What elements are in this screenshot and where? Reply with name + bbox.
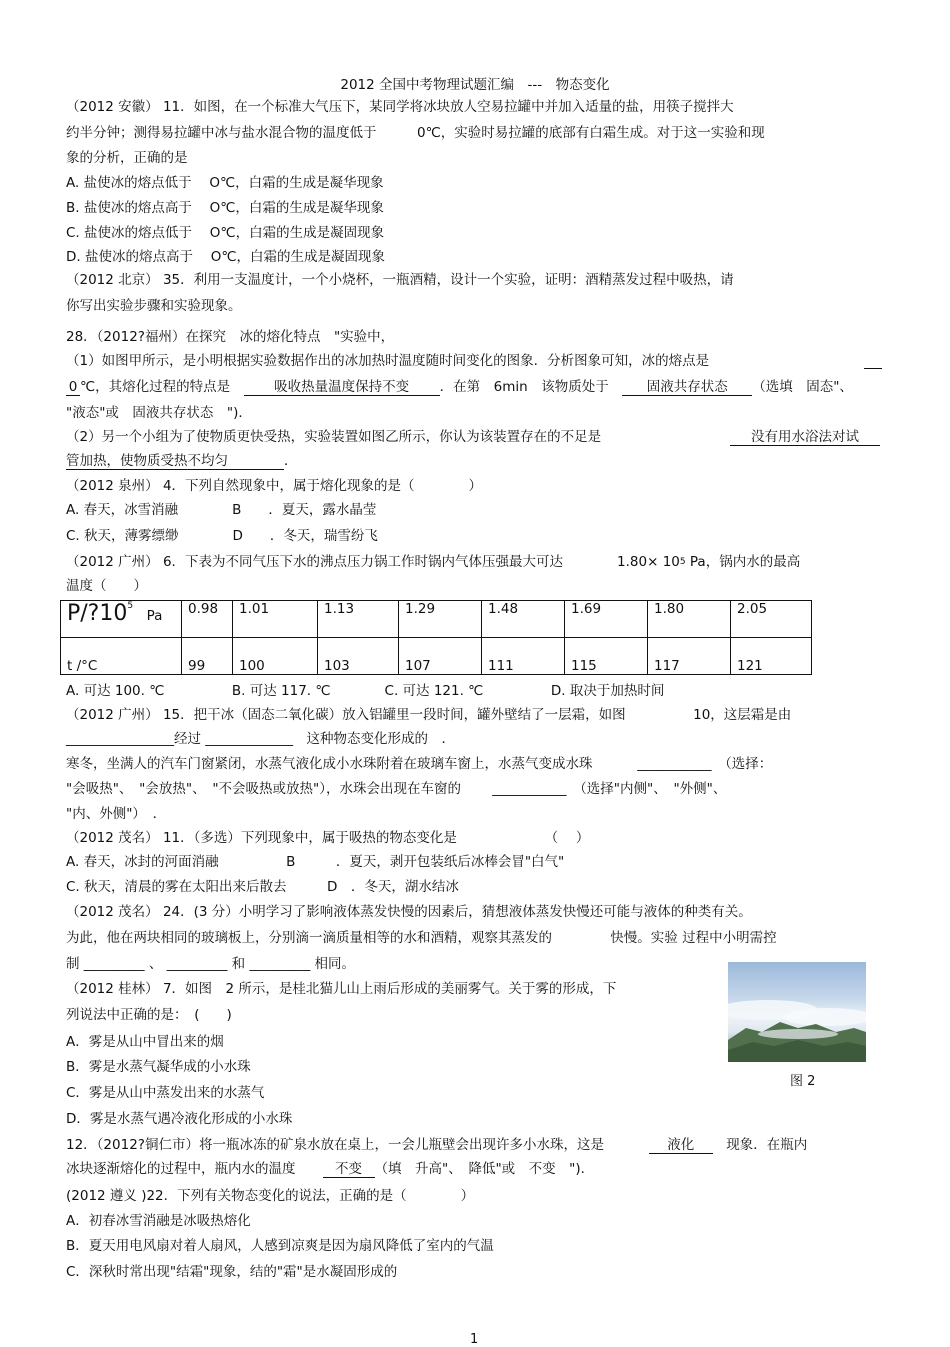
cell-t: 99: [182, 638, 233, 675]
q9-stem: （2012 桂林） 7．如图 2 所示，是桂北猫儿山上雨后形成的美丽雾气。关于雾的形成，下: [66, 981, 617, 997]
page-title: 2012 全国中考物理试题汇编 --- 物态变化: [340, 77, 610, 93]
cell-t: 103: [318, 638, 399, 675]
blank-line: [864, 368, 882, 369]
text: P/?: [67, 601, 100, 626]
text: （填 升高"、 降低"或 不变 ")．: [374, 1161, 595, 1177]
q3-part2: （2）另一个小组为了使物质更快受热，实验装置如图乙所示，你认为该装置存在的不足是: [66, 429, 602, 445]
q11-stem: (2012 遵义 )22．下列有关物态变化的说法，正确的是（ ）: [66, 1188, 475, 1204]
q6-stem: "会吸热"、 "会放热"、 "不会吸热或放热"），水珠会出现在车窗的 ___________ （选择"内侧"、 "外侧"、: [66, 781, 727, 797]
text: ℃，其熔化过程的特点是: [80, 379, 244, 395]
answer-liquefaction: 液化: [649, 1137, 713, 1154]
q9-option-b: B．雾是水蒸气凝华成的小水珠: [66, 1059, 251, 1075]
cell-t: 107: [399, 638, 482, 675]
text: Pa，锅内水的最高: [685, 554, 801, 570]
q9-option-a: A．雾是从山中冒出来的烟: [66, 1034, 224, 1050]
q5-stem: [66, 553, 800, 571]
q4-options-cd: C. 秋天，薄雾缥缈 D ．冬天，瑞雪纷飞: [66, 528, 378, 544]
q3-answer-defect-2: [66, 452, 298, 470]
cell-p: 1.29: [399, 601, 482, 638]
q7-stem: （2012 茂名） 11．（多选）下列现象中，属于吸热的物态变化是 （ ）: [66, 830, 590, 846]
cell-p: 1.48: [482, 601, 565, 638]
q6-stem: ________________经过 _____________ 这种物态变化形成的 ．: [66, 731, 456, 747]
q8-stem: 制 _________ 、 _________ 和 _________ 相同。: [66, 956, 355, 972]
q3-options: "液态"或 固液共存状态 ")．: [66, 405, 252, 421]
q4-options-ab: A. 春天，冰雪消融 B ．夏天，露水晶莹: [66, 502, 377, 518]
q2-stem: 你写出实验步骤和实验现象。: [66, 298, 242, 314]
q5-stem: 温度（ ）: [66, 578, 147, 594]
q3-answer-defect: [730, 428, 880, 446]
cell-p: 1.13: [318, 601, 399, 638]
text: ．: [284, 453, 298, 469]
q3-stem: 28．（2012?福州）在探究 冰的熔化特点 "实验中，: [66, 329, 395, 345]
q1-option-d: D. 盐使冰的熔点高于 O℃，白霜的生成是凝固现象: [66, 249, 386, 265]
answer-text: 没有用水浴法对试: [730, 429, 880, 446]
q1-stem: （2012 安徽） 11．如图，在一个标准大气压下，某同学将冰块放人空易拉罐中并加入适量的盐，用筷子搅拌大: [66, 99, 734, 115]
q3-part1: （1）如图甲所示，是小明根据实验数据作出的冰加热时温度随时间变化的图象．分析图象可知，冰的熔点是: [66, 353, 710, 369]
text: Pa: [146, 608, 163, 624]
q6-stem: 寒冬，坐满人的汽车门窗紧闭，水蒸气液化成小水珠附着在玻璃车窗上，水蒸气变成水珠 ___________ （选择：: [66, 756, 773, 772]
q3-answer-line: [66, 378, 853, 396]
q9-option-d: D．雾是水蒸气遇冷液化形成的小水珠: [66, 1111, 293, 1127]
text: （2012 广州） 6．下表为不同气压下水的沸点压力锅工作时锅内气体压强最大可达 1.80× 10: [66, 554, 680, 570]
header-pressure: [61, 601, 182, 638]
boiling-point-table: [60, 600, 812, 675]
q7-options-cd: C. 秋天，清晨的雾在太阳出来后散去 D ．冬天，湖水结冰: [66, 879, 459, 895]
q8-stem: （2012 茂名） 24．(3 分）小明学习了影响液体蒸发快慢的因素后，猜想液体蒸发快慢还可能与液体的种类有关。: [66, 904, 752, 920]
text: 12．（2012?铜仁市）将一瓶冰冻的矿泉水放在桌上，一会儿瓶壁会出现许多小水珠，这是: [66, 1137, 649, 1153]
fog-mountain-drawing: [728, 962, 866, 1062]
cell-p: 0.98: [182, 601, 233, 638]
fog-mountain-image: [728, 962, 866, 1062]
q1-stem: 象的分析，正确的是: [66, 150, 188, 166]
answer-state: 固液共存状态: [622, 379, 752, 396]
q1-option-b: B. 盐使冰的熔点高于 O℃，白霜的生成是凝华现象: [66, 200, 384, 216]
superscript: 5: [127, 601, 134, 611]
q4-stem: （2012 泉州） 4．下列自然现象中，属于熔化现象的是（ ）: [66, 478, 483, 494]
page-number: 1: [470, 1332, 479, 1347]
q10-stem: [66, 1160, 594, 1178]
answer-melting-point: 0: [66, 379, 80, 396]
q11-option-c: C．深秋时常出现"结霜"现象，结的"霜"是水凝固形成的: [66, 1264, 398, 1280]
cell-t: 117: [648, 638, 731, 675]
q2-stem: （2012 北京） 35．利用一支温度计，一个小烧杯，一瓶酒精，设计一个实验，证明：酒精蒸发过程中吸热，请: [66, 272, 734, 288]
q11-option-a: A．初春冰雪消融是冰吸热熔化: [66, 1213, 251, 1229]
text: 冰块逐渐熔化的过程中，瓶内水的温度: [66, 1161, 323, 1177]
cell-t: 111: [482, 638, 565, 675]
q5-options: A. 可达 100. ℃ B. 可达 117. ℃ C. 可达 121. ℃ D. 取决于加热时间: [66, 683, 665, 699]
answer-temperature: 不变: [323, 1161, 375, 1178]
q1-option-a: A. 盐使冰的熔点低于 O℃，白霜的生成是凝华现象: [66, 175, 384, 191]
header-temperature: t /°C: [61, 638, 182, 675]
q10-stem: [66, 1136, 807, 1154]
answer-text: 管加热，使物质受热不均匀: [66, 453, 284, 470]
q9-stem: 列说法中正确的是： ( ): [66, 1007, 232, 1023]
cell-p: 1.69: [565, 601, 648, 638]
q9-option-c: C．雾是从山中蒸发出来的水蒸气: [66, 1085, 265, 1101]
q6-stem: （2012 广州） 15．把干冰（固态二氧化碳）放入铝罐里一段时间，罐外壁结了一层霜，如图 10，这层霜是由: [66, 707, 792, 723]
cell-t: 100: [233, 638, 318, 675]
cell-p: 1.80: [648, 601, 731, 638]
answer-melting-feature: 吸收热量温度保持不变: [244, 379, 440, 396]
q8-stem: 为此，他在两块相同的玻璃板上，分别滴一滴质量相等的水和酒精，观察其蒸发的 快慢。实验 过程中小明需控: [66, 930, 777, 946]
text: （选填 固态"、: [752, 379, 853, 395]
text: 现象．在瓶内: [712, 1137, 808, 1153]
superscript: 5: [679, 557, 686, 567]
figure-caption: 图 2: [790, 1074, 816, 1089]
q1-option-c: C. 盐使冰的熔点低于 O℃，白霜的生成是凝固现象: [66, 225, 385, 241]
cell-p: 2.05: [731, 601, 812, 638]
cell-t: 115: [565, 638, 648, 675]
text: ．在第 6min 该物质处于: [439, 379, 623, 395]
q7-options-ab: A. 春天，冰封的河面消融 B ．夏天，剥开包装纸后冰棒会冒"白气": [66, 854, 565, 870]
cell-p: 1.01: [233, 601, 318, 638]
text: 10: [99, 601, 128, 626]
q11-option-b: B．夏天用电风扇对着人扇风，人感到凉爽是因为扇风降低了室内的气温: [66, 1238, 494, 1254]
q1-stem: 约半分钟；测得易拉罐中冰与盐水混合物的温度低于 0℃，实验时易拉罐的底部有白霜生成。对于这一实验和现: [66, 125, 765, 141]
cell-t: 121: [731, 638, 812, 675]
q6-stem: "内、外侧"） ．: [66, 806, 167, 822]
